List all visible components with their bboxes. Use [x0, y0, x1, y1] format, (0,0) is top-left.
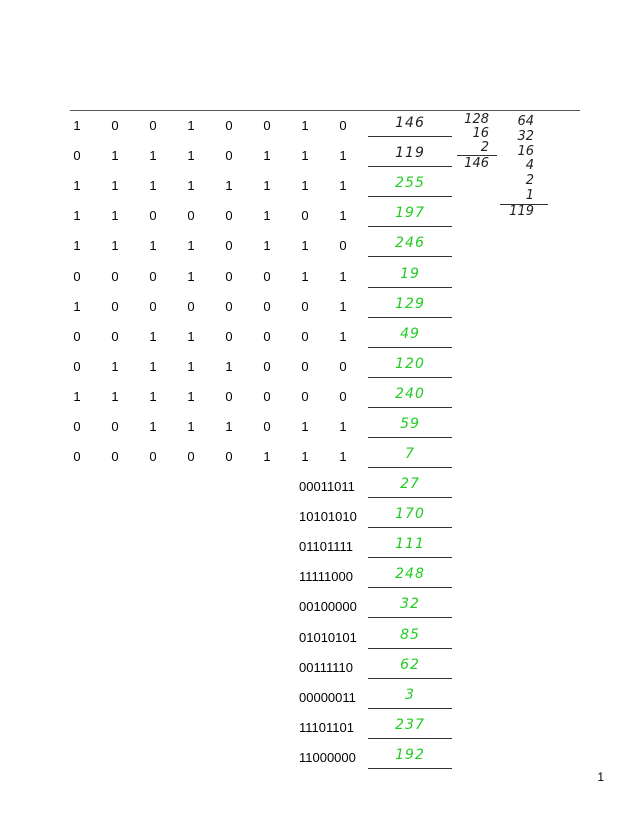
bit-cell: 1 — [301, 419, 309, 434]
bit-cell: 0 — [225, 268, 233, 284]
bit-cell: 1 — [149, 358, 157, 374]
bit-cell: 1 — [187, 178, 195, 194]
scratch-addend: 16 — [472, 126, 489, 141]
bit-cell: 1 — [111, 208, 119, 224]
bit-cell: 1 — [149, 388, 157, 404]
bit-cell: 1 — [339, 178, 347, 194]
scratch-total: 119 — [509, 204, 534, 219]
answer-field: 120 — [368, 355, 452, 378]
bit-cell: 1 — [111, 358, 119, 374]
bit-cell: 1 — [73, 388, 81, 404]
answer-field: 119 — [368, 144, 452, 167]
bit-cell: 0 — [301, 298, 309, 314]
binary-string: 11000000 — [299, 749, 356, 765]
answer-field: 248 — [368, 565, 452, 588]
binary-string: 00111110 — [299, 659, 353, 675]
bit-cell: 1 — [149, 238, 157, 254]
bit-cell: 0 — [73, 328, 81, 344]
bit-cell: 1 — [187, 388, 195, 404]
answer-field: 197 — [368, 204, 452, 227]
bit-cell: 0 — [111, 268, 119, 284]
bit-cell: 0 — [225, 118, 233, 133]
scratch-addend: 128 — [464, 112, 489, 127]
scratch-addend: 64 — [517, 114, 534, 129]
scratch-total: 146 — [464, 156, 489, 171]
bit-cell: 1 — [111, 388, 119, 404]
bit-cell: 1 — [149, 328, 157, 344]
bit-cell: 0 — [187, 449, 195, 465]
bit-cell: 1 — [187, 358, 195, 374]
answer-field: 129 — [368, 295, 452, 318]
bit-cell: 0 — [73, 449, 81, 465]
answer-field: 3 — [368, 686, 452, 709]
answer-field: 237 — [368, 716, 452, 739]
page-number: 1 — [597, 770, 604, 784]
answer-field: 27 — [368, 475, 452, 498]
bit-cell: 1 — [263, 148, 271, 164]
scratch-addend: 16 — [517, 144, 534, 159]
bit-cell: 1 — [339, 208, 347, 224]
bit-cell: 1 — [225, 358, 233, 374]
bit-cell: 1 — [111, 178, 119, 194]
bit-cell: 1 — [149, 148, 157, 164]
bit-cell: 0 — [111, 419, 119, 434]
bit-cell: 0 — [111, 328, 119, 344]
bit-cell: 0 — [73, 358, 81, 374]
bit-cell: 1 — [301, 148, 309, 164]
bit-cell: 1 — [187, 419, 195, 434]
bit-cell: 1 — [301, 238, 309, 254]
bit-cell: 1 — [73, 238, 81, 254]
top-rule — [70, 110, 580, 111]
answer-field: 170 — [368, 505, 452, 528]
answer-field: 19 — [368, 265, 452, 288]
bit-cell: 1 — [339, 148, 347, 164]
bit-cell: 1 — [339, 298, 347, 314]
bit-cell: 1 — [263, 449, 271, 465]
binary-string: 00000011 — [299, 689, 356, 705]
bit-cell: 0 — [301, 208, 309, 224]
bit-cell: 0 — [149, 449, 157, 465]
binary-string: 11111000 — [299, 569, 353, 585]
bit-cell: 1 — [301, 118, 309, 133]
bit-cell: 1 — [263, 238, 271, 254]
bit-cell: 1 — [301, 449, 309, 465]
binary-string: 00100000 — [299, 599, 357, 615]
bit-cell: 0 — [149, 298, 157, 314]
bit-cell: 0 — [149, 208, 157, 224]
bit-cell: 1 — [149, 419, 157, 434]
scratch-addend: 4 — [525, 158, 534, 173]
bit-cell: 0 — [149, 268, 157, 284]
bit-cell: 0 — [339, 358, 347, 374]
bit-cell: 1 — [111, 238, 119, 254]
scratch-addend: 1 — [525, 188, 534, 203]
bit-cell: 0 — [111, 298, 119, 314]
bit-cell: 0 — [263, 328, 271, 344]
binary-string: 01101111 — [299, 539, 353, 555]
bit-cell: 1 — [73, 118, 81, 133]
answer-field: 240 — [368, 385, 452, 408]
bit-cell: 0 — [73, 419, 81, 434]
bit-cell: 1 — [339, 268, 347, 284]
bit-cell: 0 — [263, 388, 271, 404]
bit-cell: 0 — [187, 298, 195, 314]
bit-cell: 0 — [263, 358, 271, 374]
scratch-addend: 2 — [480, 140, 489, 155]
bit-cell: 1 — [187, 328, 195, 344]
bit-cell: 1 — [301, 268, 309, 284]
answer-field: 255 — [368, 174, 452, 197]
bit-cell: 0 — [225, 449, 233, 465]
answer-field: 59 — [368, 415, 452, 438]
scratch-addend: 32 — [517, 129, 534, 144]
bit-cell: 1 — [301, 178, 309, 194]
bit-cell: 0 — [339, 238, 347, 254]
bit-cell: 1 — [339, 419, 347, 434]
bit-cell: 1 — [263, 208, 271, 224]
bit-cell: 0 — [225, 388, 233, 404]
bit-cell: 1 — [339, 449, 347, 465]
bit-cell: 1 — [187, 148, 195, 164]
bit-cell: 0 — [339, 118, 347, 133]
bit-cell: 0 — [339, 388, 347, 404]
bit-cell: 1 — [111, 148, 119, 164]
answer-field: 246 — [368, 234, 452, 257]
bit-cell: 0 — [111, 118, 119, 133]
answer-field: 85 — [368, 626, 452, 649]
bit-cell: 0 — [225, 148, 233, 164]
binary-string: 11101101 — [299, 719, 354, 735]
answer-field: 146 — [368, 114, 452, 137]
bit-cell: 0 — [149, 118, 157, 133]
bit-cell: 1 — [73, 208, 81, 224]
bit-cell: 1 — [225, 178, 233, 194]
bit-cell: 0 — [225, 298, 233, 314]
bit-cell: 1 — [187, 268, 195, 284]
answer-field: 49 — [368, 325, 452, 348]
bit-cell: 1 — [263, 178, 271, 194]
bit-cell: 0 — [263, 118, 271, 133]
bit-cell: 0 — [73, 148, 81, 164]
bit-cell: 0 — [111, 449, 119, 465]
bit-cell: 1 — [339, 328, 347, 344]
bit-cell: 0 — [225, 238, 233, 254]
bit-cell: 0 — [73, 268, 81, 284]
bit-cell: 1 — [187, 238, 195, 254]
bit-cell: 0 — [263, 268, 271, 284]
bit-cell: 1 — [73, 298, 81, 314]
bit-cell: 0 — [225, 328, 233, 344]
binary-string: 10101010 — [299, 509, 357, 525]
bit-cell: 1 — [149, 178, 157, 194]
bit-cell: 1 — [187, 118, 195, 133]
binary-string: 01010101 — [299, 629, 357, 645]
bit-cell: 0 — [225, 208, 233, 224]
bit-cell: 0 — [301, 358, 309, 374]
bit-cell: 0 — [263, 419, 271, 434]
bit-cell: 1 — [73, 178, 81, 194]
bit-cell: 0 — [301, 388, 309, 404]
bit-cell: 0 — [301, 328, 309, 344]
answer-field: 7 — [368, 445, 452, 468]
bit-cell: 1 — [225, 419, 233, 434]
bit-cell: 0 — [187, 208, 195, 224]
bit-cell: 0 — [263, 298, 271, 314]
answer-field: 62 — [368, 656, 452, 679]
answer-field: 192 — [368, 746, 452, 769]
scratch-addend: 2 — [525, 173, 534, 188]
answer-field: 32 — [368, 595, 452, 618]
answer-field: 111 — [368, 535, 452, 558]
binary-string: 00011011 — [299, 479, 355, 494]
